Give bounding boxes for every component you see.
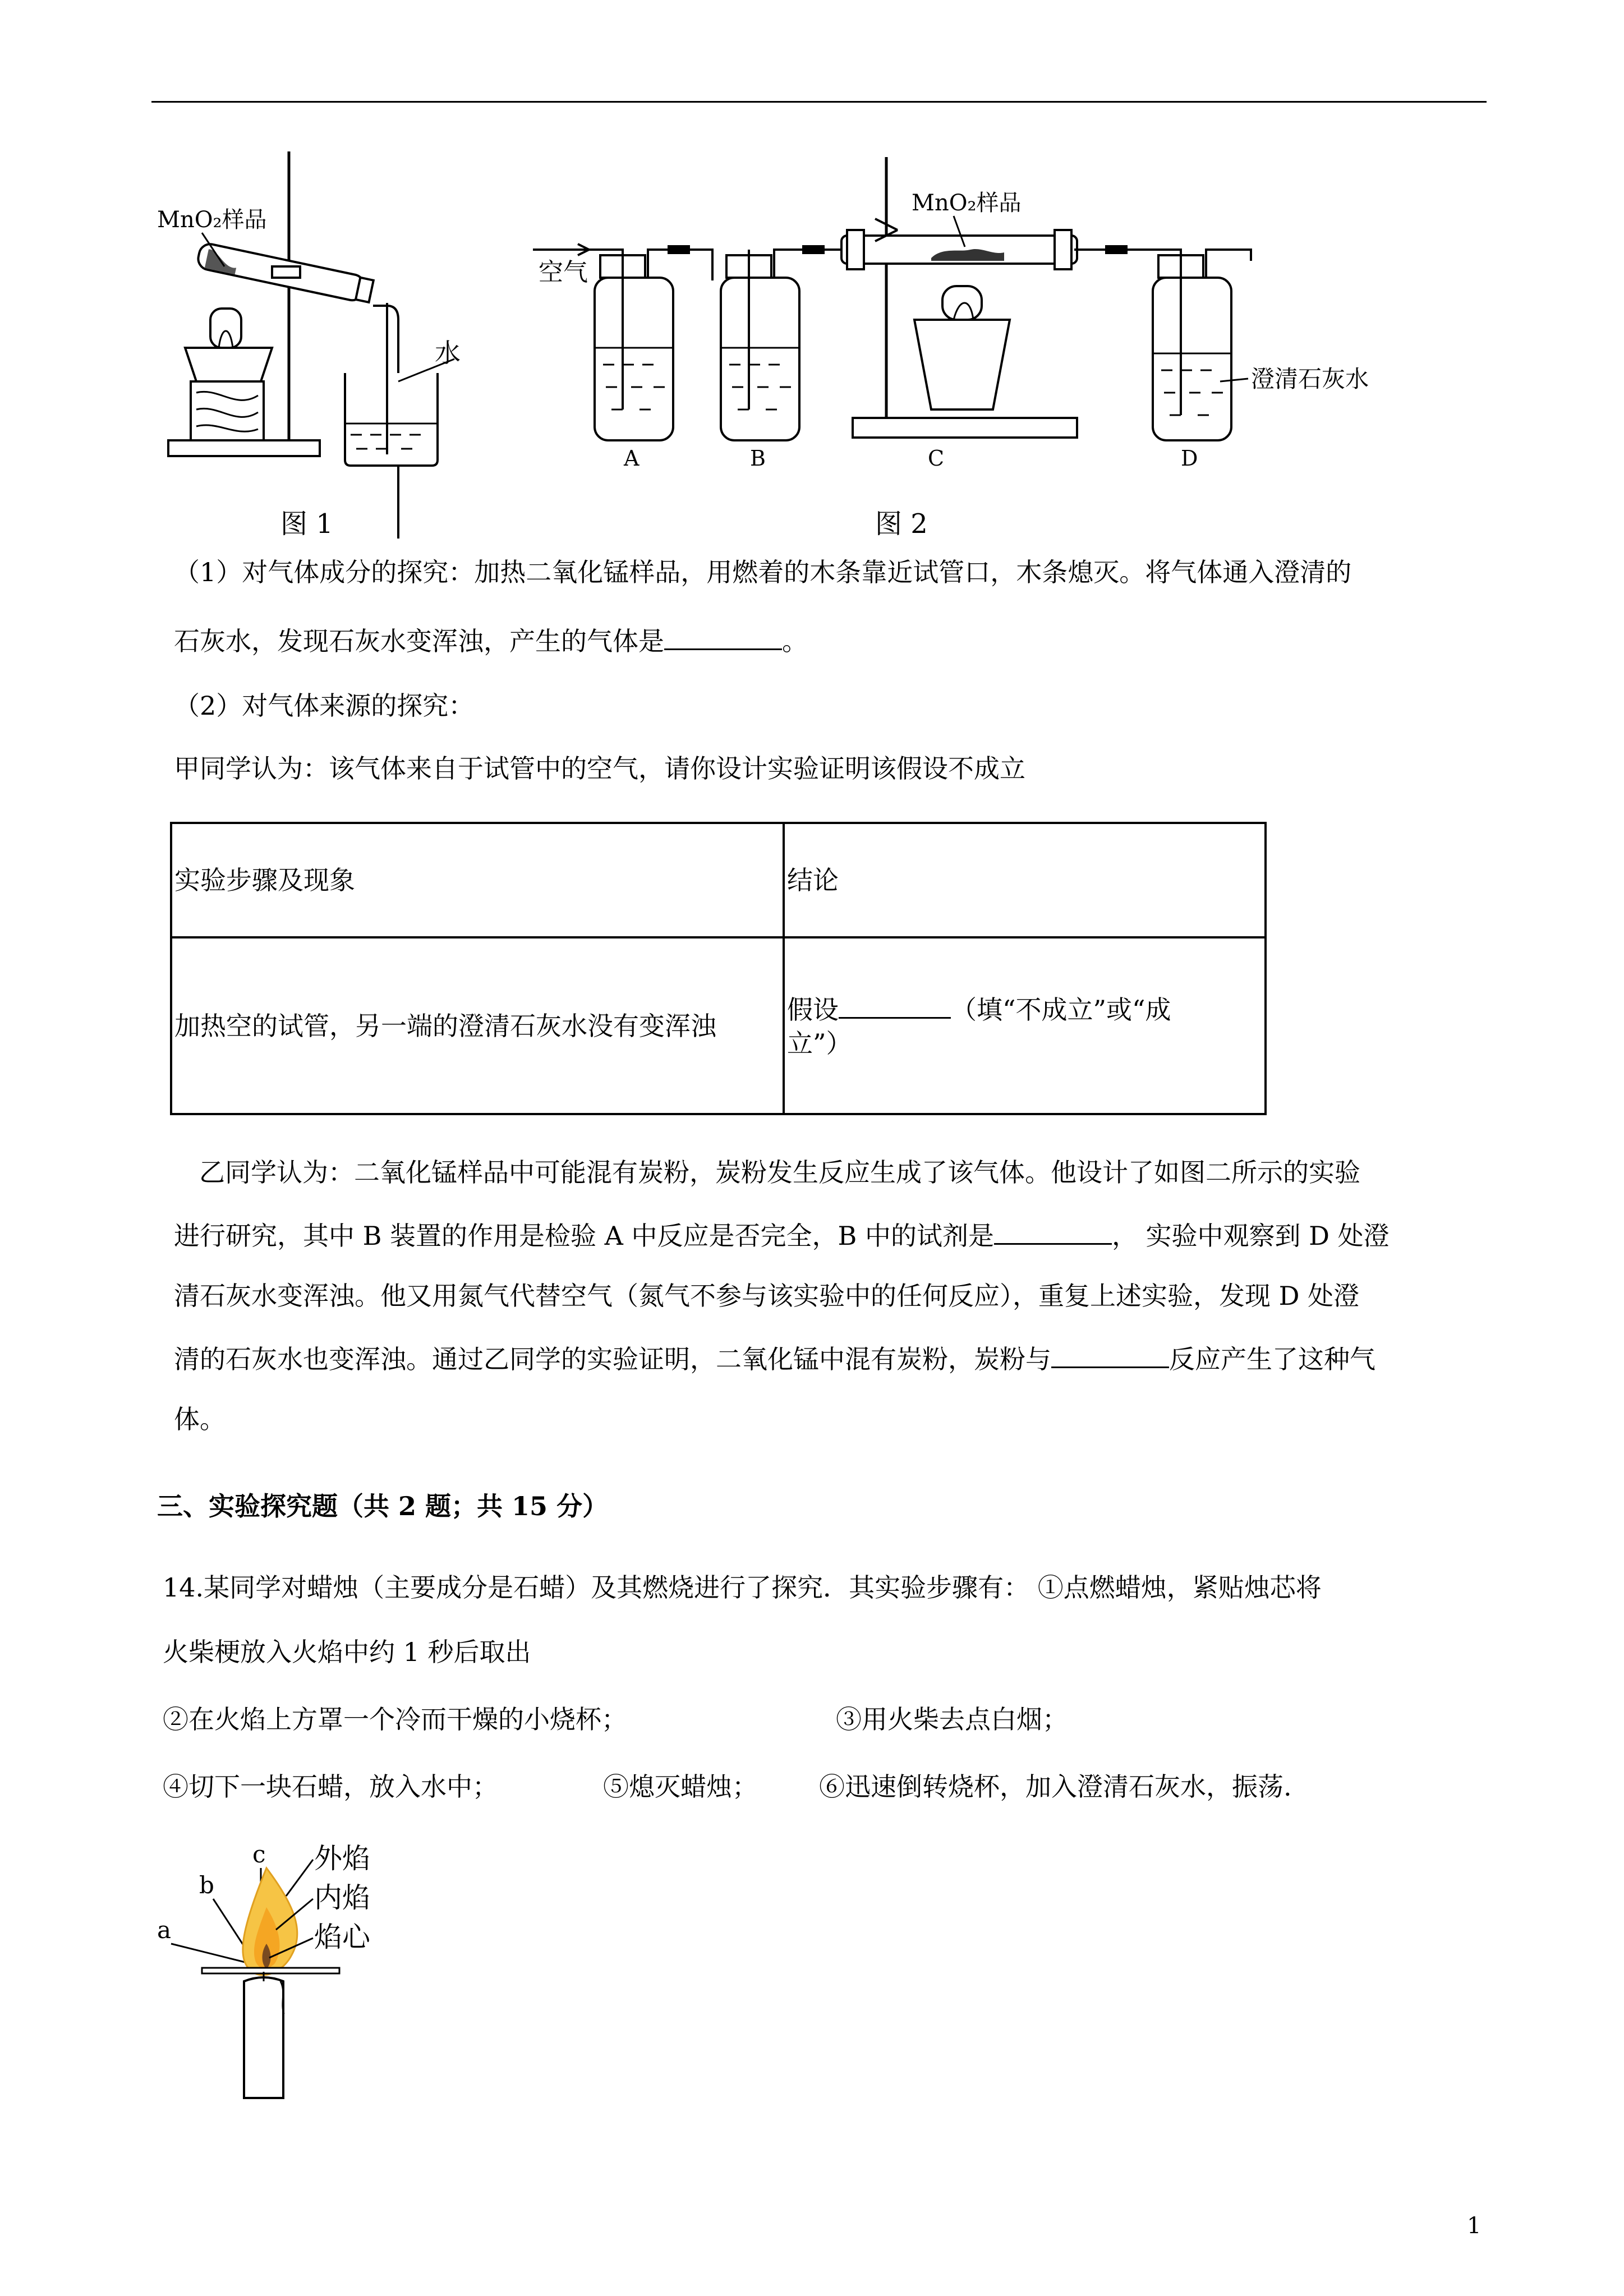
- paragraph-yi-text-4b: 反应产生了这种气: [1169, 1344, 1375, 1374]
- figure-2-air-label: 空气: [539, 258, 588, 287]
- paragraph-yi-line-4: [174, 1341, 1375, 1376]
- paragraph-1-end: 。: [782, 626, 808, 656]
- header-rule: [151, 101, 1487, 103]
- figure-3-flame-core-label: 焰心: [314, 1921, 370, 1953]
- bottle-b: [721, 245, 841, 440]
- figure-2-label-a: A: [624, 446, 640, 471]
- paragraph-yi-text-2a: 进行研究，其中 B 装置的作用是检验 A 中反应是否完全，B 中的试剂是: [174, 1221, 994, 1251]
- experiment-table: [170, 822, 1267, 1115]
- paragraph-3: 甲同学认为：该气体来自于试管中的空气，请你设计实验证明该假设不成立: [174, 753, 1025, 784]
- answer-blank-hypothesis[interactable]: [839, 991, 951, 1019]
- question-14-step-3: ③用火柴去点白烟；: [836, 1704, 1068, 1734]
- conclusion-text-c: 立”）: [787, 1028, 852, 1059]
- paragraph-yi-line-5: 体。: [174, 1404, 226, 1434]
- table-cell-conclusion: [784, 937, 1266, 1114]
- figure-3-outer-flame-label: 外焰: [314, 1842, 370, 1875]
- figure-3-label-c: c: [252, 1841, 266, 1868]
- figure-2-label-c: C: [928, 446, 945, 471]
- question-14-step-5: ⑤熄灭蜡烛；: [603, 1772, 758, 1802]
- bottle-d: [1153, 250, 1251, 440]
- question-14-step-6: ⑥迅速倒转烧杯，加入澄清石灰水，振荡.: [819, 1772, 1292, 1802]
- question-14-step-2: ②在火焰上方罩一个冷而干燥的小烧杯；: [163, 1704, 627, 1734]
- paragraph-1-line-1: （1）对气体成分的探究：加热二氧化锰样品，用燃着的木条靠近试管口，木条熄灭。将气体通入澄清的: [174, 557, 1352, 587]
- paragraph-1-line-2: [174, 623, 808, 658]
- question-14-line-1: 14.某同学对蜡烛（主要成分是石蜡）及其燃烧进行了探究．其实验步骤有： ①点燃蜡烛，紧贴烛芯将: [163, 1572, 1322, 1603]
- answer-blank-reagent[interactable]: [994, 1217, 1112, 1245]
- figure-2-limewater-label: 澄清石灰水: [1251, 365, 1369, 393]
- figure-2-caption: 图 2: [875, 508, 928, 540]
- section-3-heading: 三、实验探究题（共 2 题；共 15 分）: [157, 1491, 609, 1521]
- answer-blank-gas[interactable]: [664, 623, 782, 650]
- paragraph-yi-text-2b: ， 实验中观察到 D 处澄: [1111, 1221, 1390, 1251]
- paragraph-yi-line-1: 乙同学认为：二氧化锰样品中可能混有炭粉，炭粉发生反应生成了该气体。他设计了如图二所示的实验: [199, 1157, 1360, 1188]
- table-cell-steps: 加热空的试管，另一端的澄清石灰水没有变浑浊: [171, 937, 784, 1114]
- figure-2-sample-label: MnO₂样品: [912, 190, 1022, 216]
- paragraph-yi-text-4a: 清的石灰水也变浑浊。通过乙同学的实验证明，二氧化锰中混有炭粉，炭粉与: [174, 1344, 1051, 1374]
- figure-2-diagram: [527, 151, 1425, 544]
- question-14-line-2: 火柴梗放入火焰中约 1 秒后取出: [163, 1637, 531, 1667]
- question-14-step-4: ④切下一块石蜡，放入水中；: [163, 1772, 498, 1802]
- paragraph-1-text: 石灰水，发现石灰水变浑浊，产生的气体是: [174, 626, 664, 656]
- figure-3-candle-diagram: [151, 1834, 410, 2109]
- page-number: 1: [1467, 2213, 1482, 2239]
- table-header-steps: 实验步骤及现象: [171, 823, 784, 937]
- figure-3-label-a: a: [157, 1916, 172, 1944]
- paragraph-yi-line-2: [174, 1217, 1390, 1253]
- paragraph-2: （2）对气体来源的探究：: [174, 691, 475, 721]
- figure-1-sample-label: MnO₂样品: [157, 207, 267, 233]
- figure-3-inner-flame-label: 内焰: [314, 1881, 370, 1914]
- figure-3-label-b: b: [199, 1871, 214, 1899]
- table-header-conclusion: 结论: [784, 823, 1266, 937]
- figure-1-water-label: 水: [435, 338, 461, 368]
- figure-1-diagram: [151, 146, 466, 550]
- figure-2-label-b: B: [750, 446, 766, 471]
- conclusion-text-a: 假设: [787, 995, 839, 1025]
- paragraph-yi-line-3: 清石灰水变浑浊。他又用氮气代替空气（氮气不参与该实验中的任何反应），重复上述实验，发现 D 处澄: [174, 1281, 1360, 1311]
- figure-1-caption: 图 1: [280, 508, 333, 540]
- figure-2-label-d: D: [1181, 446, 1198, 471]
- bottle-a: [595, 245, 712, 440]
- conclusion-text-b: （填“不成立”或“成: [951, 995, 1171, 1025]
- answer-blank-reactant[interactable]: [1051, 1341, 1169, 1368]
